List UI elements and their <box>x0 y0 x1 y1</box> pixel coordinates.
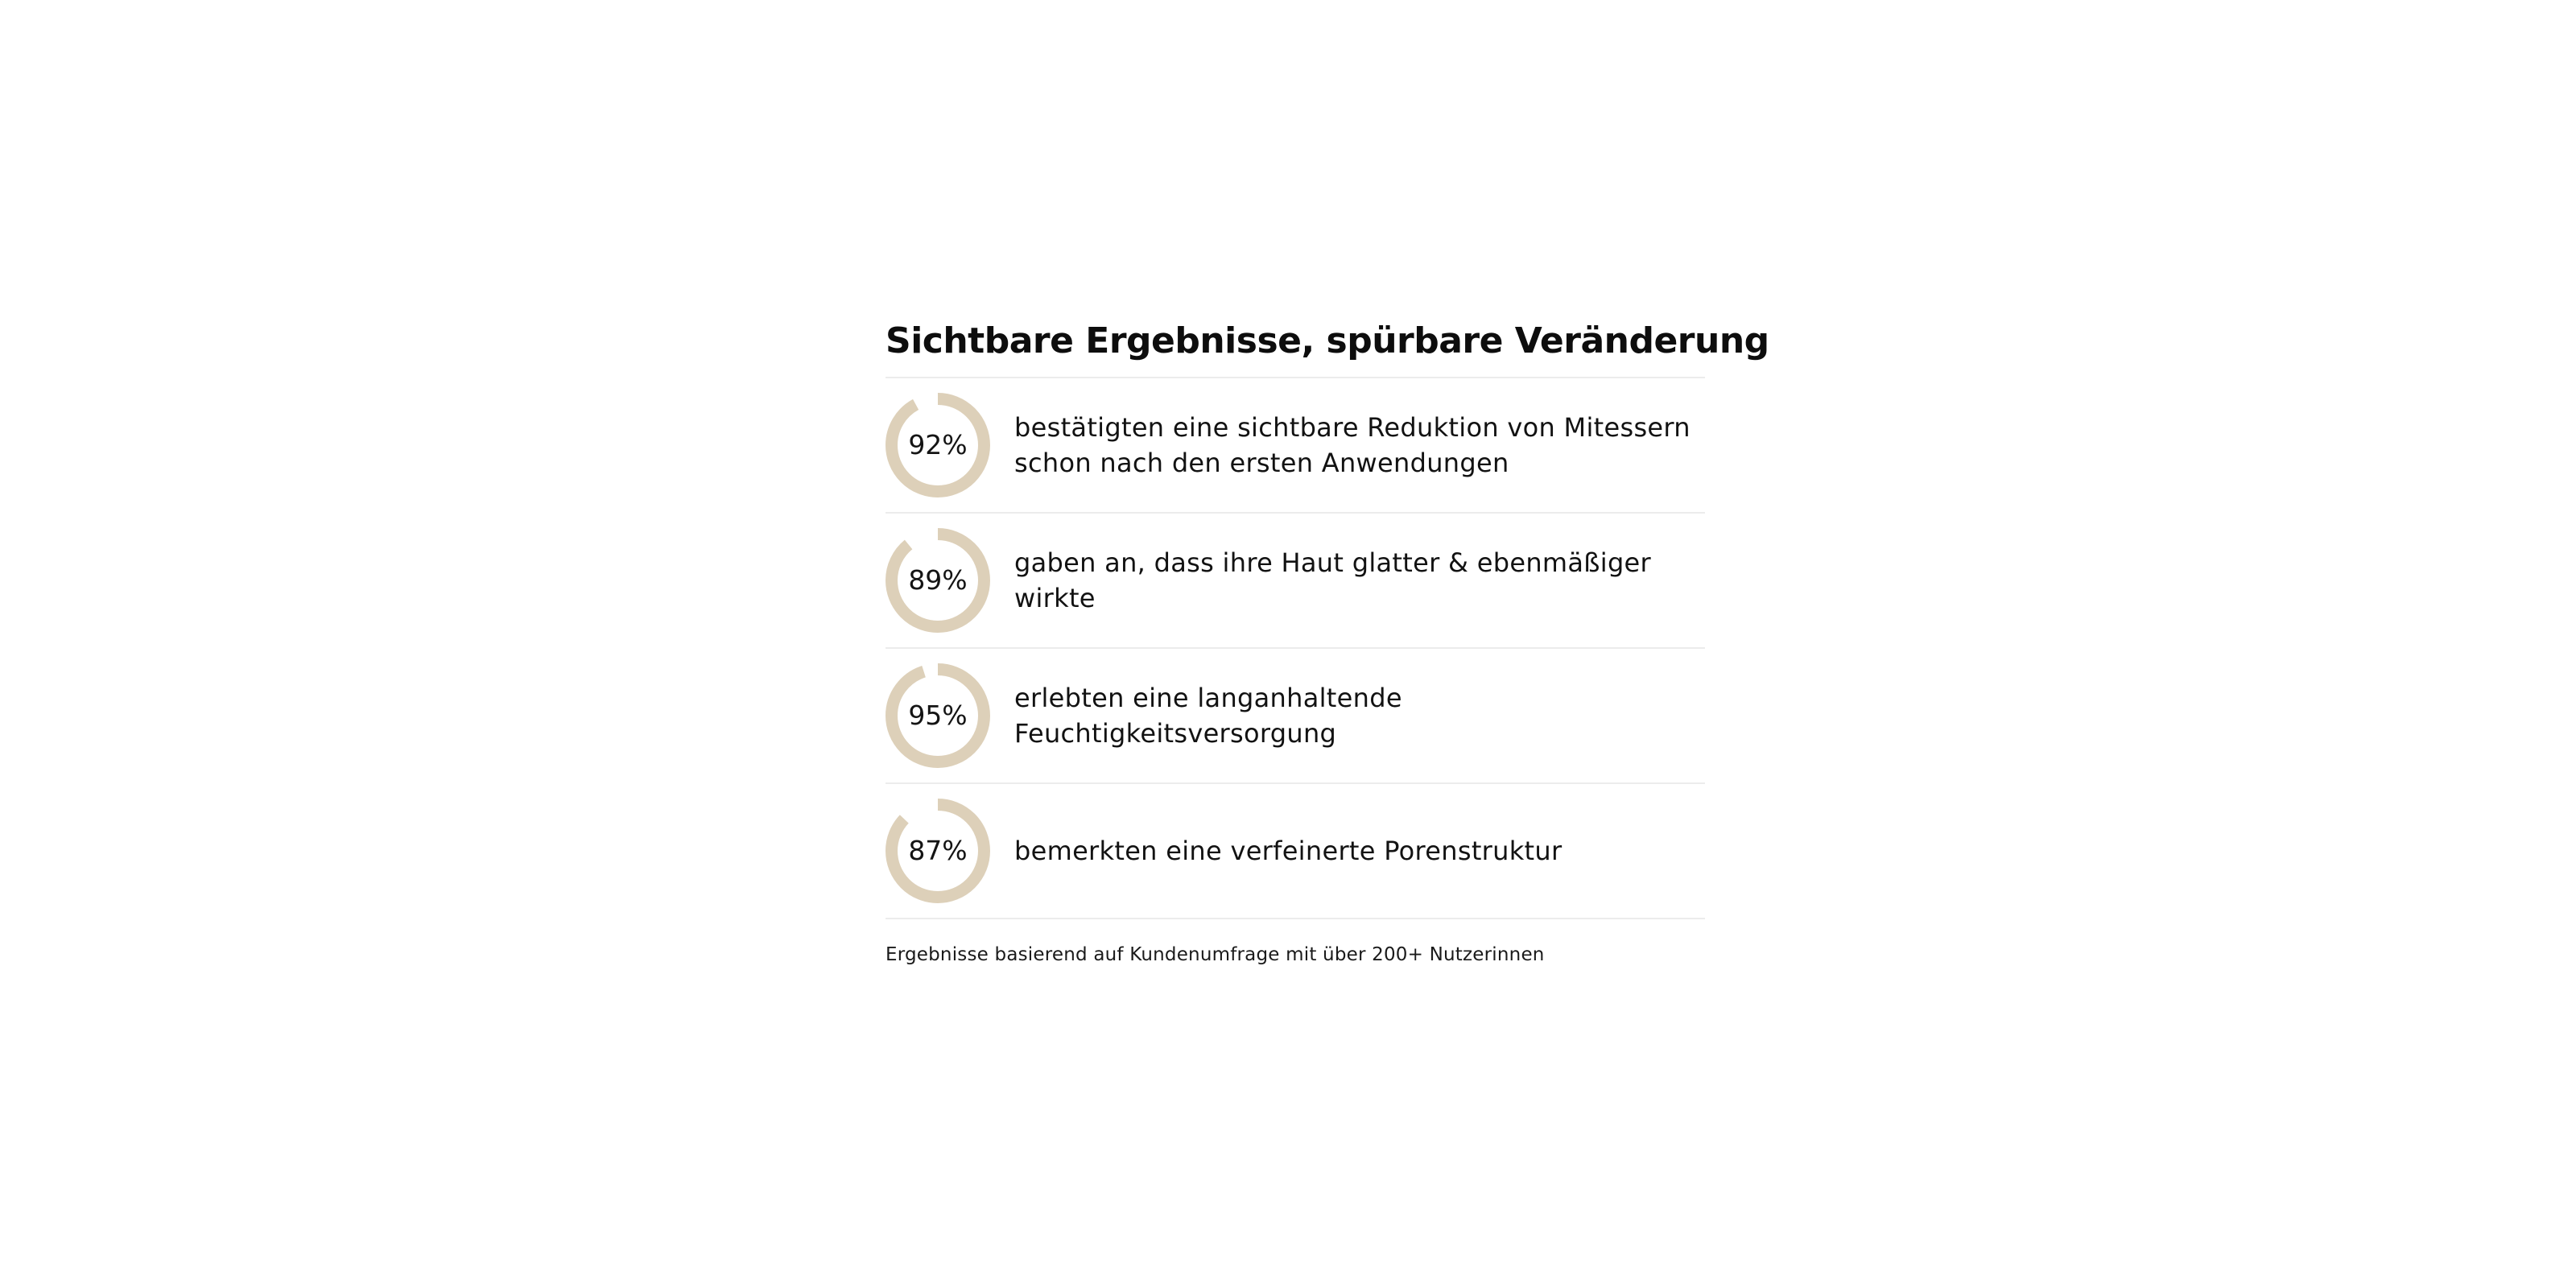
results-section <box>886 306 1769 968</box>
stat-row <box>886 514 1705 649</box>
stats-list <box>886 377 1705 919</box>
stat-percentage: 95% <box>908 700 968 731</box>
stat-description: erlebten eine langanhaltende Feuchtigkeitsversorgung <box>1014 683 1402 749</box>
stat-percentage: 87% <box>908 835 968 866</box>
stat-percentage: 92% <box>908 429 968 460</box>
stat-row <box>886 649 1705 784</box>
progress-ring <box>886 799 990 903</box>
stat-description: gaben an, dass ihre Haut glatter & ebenmäßiger wirkte <box>1014 547 1652 613</box>
stat-percentage: 89% <box>908 564 968 596</box>
progress-ring <box>886 393 990 497</box>
stat-row <box>886 784 1705 919</box>
progress-ring <box>886 663 990 768</box>
stat-row <box>886 378 1705 514</box>
stat-description: bestätigten eine sichtbare Reduktion von Mitessern schon nach den ersten Anwendungen <box>1014 412 1690 478</box>
survey-footnote: Ergebnisse basierend auf Kundenumfrage mit über 200+ Nutzerinnen <box>886 944 1545 965</box>
section-title: Sichtbare Ergebnisse, spürbare Veränderung <box>886 320 1769 361</box>
stat-description: bemerkten eine verfeinerte Porenstruktur <box>1014 836 1563 866</box>
progress-ring <box>886 528 990 633</box>
